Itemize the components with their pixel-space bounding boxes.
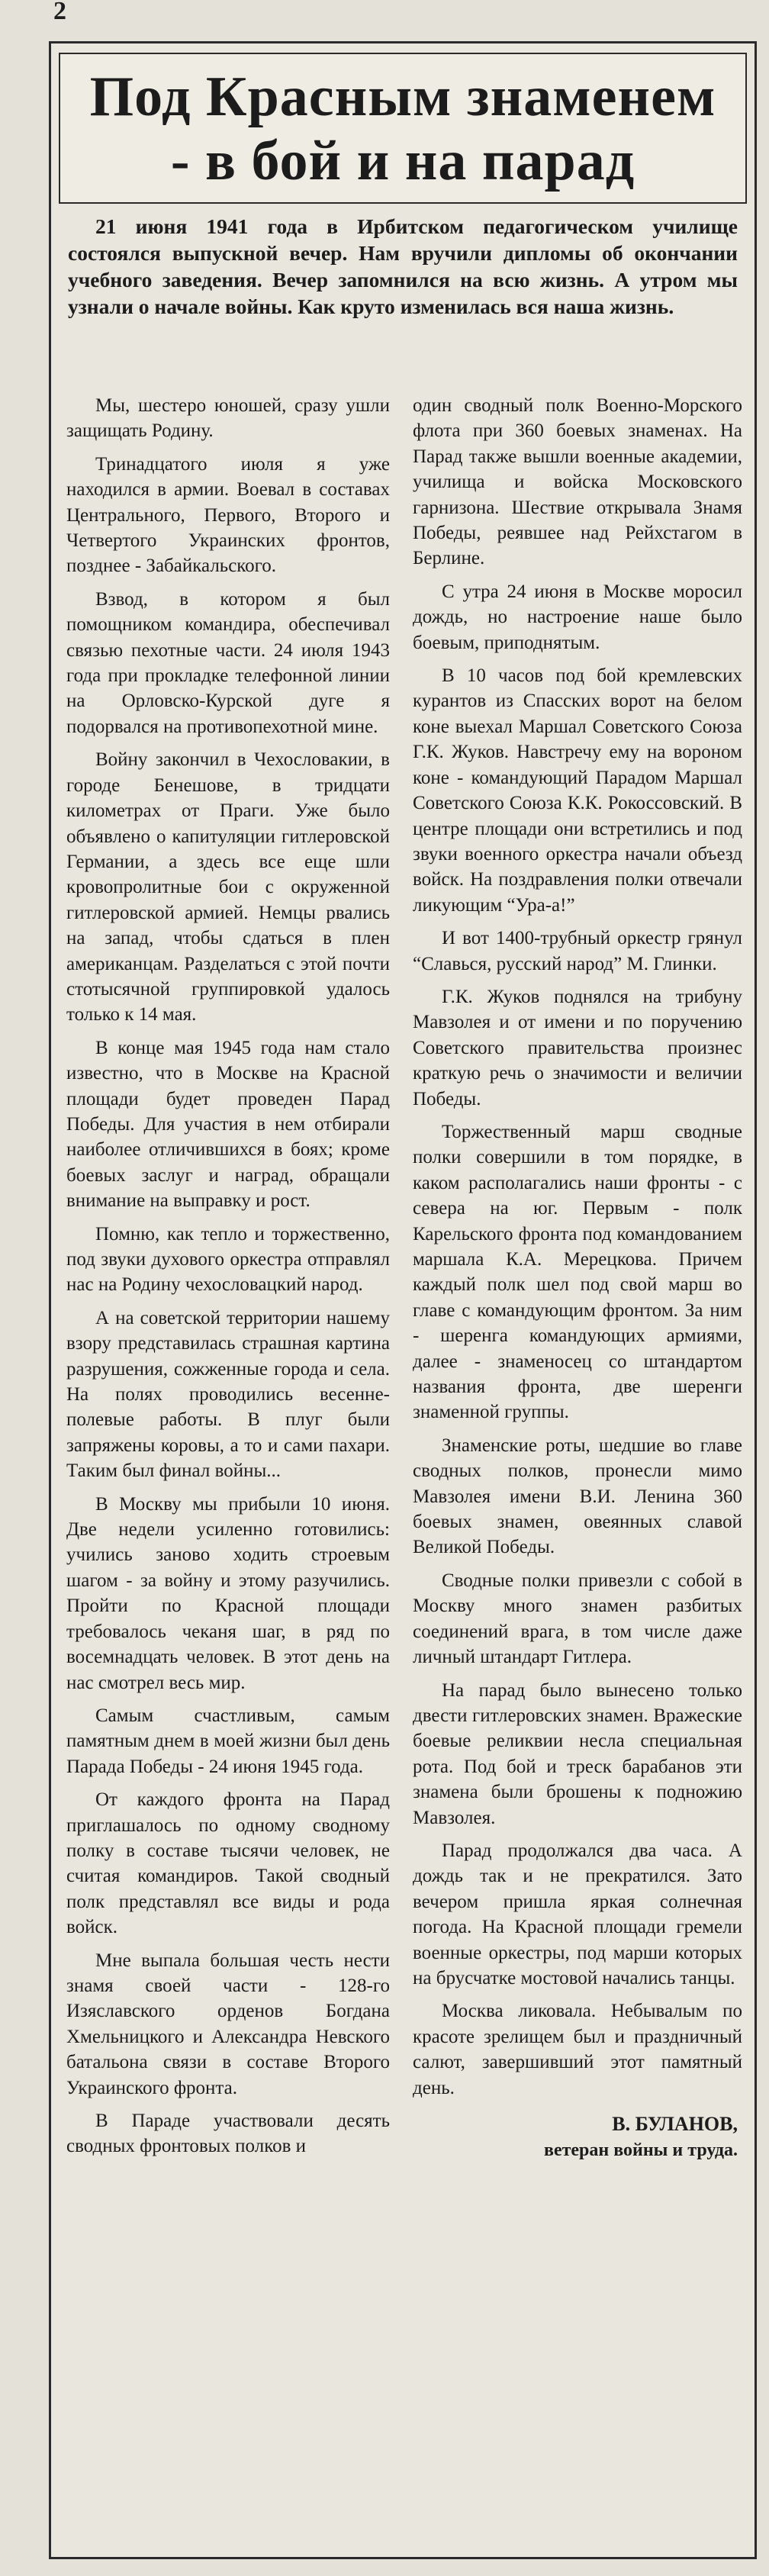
paragraph: В Параде участвовали десять сводных фронтовых полков и — [66, 2111, 390, 2157]
page-number: 2 — [53, 0, 66, 25]
paragraph: Торжественный марш сводные полки совершили в том порядке, в каком располагались наши фронты - с севера на юг. Первым - полк Карельского фронта под командованием маршала К.А. Мерецкова. Причем каждый полк шел под свой марш во главе с командующим фронтом. За ним - шеренга командующих армиями, далее - знаменосец со штандартом названия фронта, две шеренги знаменной группы. — [413, 1121, 742, 1423]
paragraph: А на советской территории нашему взору представилась страшная картина разрушения, сожженные города и села. На полях проводились весенне-полевые работы. В плуг были запряжены коровы, а то и сами пахари. Таким был финал войны... — [66, 1307, 390, 1482]
paragraph: Знаменские роты, шедшие во главе сводных полков, пронесли мимо Мавзолея имени В.И. Ленина 360 боевых знамен, овеянных славой Великой Победы. — [413, 1435, 742, 1558]
paragraph: Мне выпала большая честь нести знамя своей части - 128-го Изяславского орденов Богдана Хмельницкого и Александра Невского батальона связи в составе Второго Украинского фронта. — [66, 1950, 390, 2098]
paragraph: С утра 24 июня в Москве моросил дождь, но настроение наше было боевым, приподнятым. — [413, 581, 742, 653]
newspaper-article — [49, 41, 757, 2559]
paragraph: Парад продолжался два часа. А дождь так и не прекратился. Зато вечером пришла яркая солнечная погода. На Красной площади гремели военные оркестры, под марши которых на брусчатке мостовой начались танцы. — [413, 1840, 742, 1988]
author-role: ветеран войны и труда. — [544, 2140, 738, 2160]
paragraph: Тринадцатого июля я уже находился в армии. Воевал в составах Центрального, Первого, Второго и Четвертого Украинских фронтов, позднее - Забайкальского. — [66, 453, 390, 577]
paragraph: один сводный полк Военно-Морского флота при 360 боевых знаменах. На Парад также вышли военные академии, училища и войска Московского гарнизона. Шествие открывала Знамя Победы, реявшее над Рейхстагом в Берлине. — [413, 395, 742, 569]
paragraph: Мы, шестеро юношей, сразу ушли защищать Родину. — [66, 395, 390, 442]
paragraph: В 10 часов под бой кремлевских курантов из Спасских ворот на белом коне выехал Маршал Советского Союза Г.К. Жуков. Навстречу ему на вороном коне - командующий Парадом Маршал Советского Союза К.К. Рокоссовский. В центре площади они встретились и под звуки военного оркестра начали объезд войск. На поздравления полки отвечали ликующим “Ура-а!” — [413, 665, 742, 916]
paragraph: На парад было вынесено только двести гитлеровских знамен. Вражеские боевые реликвии несла специальная рота. Под бой и треск барабанов эти знамена были брошены к подножию Мавзолея. — [413, 1679, 742, 1828]
paragraph: От каждого фронта на Парад приглашалось по одному сводному полку в составе тысячи человек, не считая командиров. Такой сводный полк представлял все виды и рода войск. — [66, 1789, 390, 1938]
headline-line-2: - в бой и на парад — [170, 130, 635, 192]
signature — [413, 2111, 742, 2163]
left-column — [66, 393, 390, 2167]
paragraph: Войну закончил в Чехословакии, в городе Бенешове, в тридцати километрах от Праги. Уже было объявлено о капитуляции гитлеровской Германии, а здесь все еще шли кровопролитные бои с окруженной гитлеровской армией. Немцы рвались на запад, чтобы сдаться в плен американцам. Разделаться с этой почти стотысячной группировкой удалось только к 14 мая. — [66, 749, 390, 1026]
paragraph: В Москву мы прибыли 10 июня. Две недели усиленно готовились: учились заново ходить строевым шагом - за войну и этому разучились. Пройти по Красной площади требовалось чеканя шаг, в ряд по восемнадцать человек. В этот день на нас смотрел весь мир. — [66, 1493, 390, 1693]
paragraph: И вот 1400-трубный оркестр грянул “Славься, русский народ” М. Глинки. — [413, 928, 742, 974]
paragraph: Помню, как тепло и торжественно, под звуки духового оркестра отправлял нас на Родину чехословацкий народ. — [66, 1223, 390, 1296]
paragraph: Москва ликовала. Небывалым по красоте зрелищем был и праздничный салют, завершивший этот памятный день. — [413, 2001, 742, 2098]
paragraph: Г.К. Жуков поднялся на трибуну Мавзолея и от имени и по поручению Советского правительства произнес краткую речь о значимости и величии Победы. — [413, 986, 742, 1109]
headline-box — [59, 53, 747, 204]
paragraph: Самым счастливым, самым памятным днем в моей жизни был день Парада Победы - 24 июня 1945 года. — [66, 1705, 390, 1777]
paragraph: Сводные полки привезли с собой в Москву много знамен разбитых соединений врага, в том числе даже личный штандарт Гитлера. — [413, 1570, 742, 1668]
right-column — [413, 393, 742, 2163]
paragraph: В конце мая 1945 года нам стало известно, что в Москве на Красной площади будет проведен Парад Победы. Для участия в нем отбирали наиболее отличившихся в боях; кроме боевых заслуг и наград, обращали внимание на выправку и рост. — [66, 1037, 390, 1212]
paragraph: Взвод, в котором я был помощником командира, обеспечивал связью пехотные части. 24 июля 1943 года при прокладке телефонной линии на Орловско-Курской дуге я подорвался на противопехотной мине. — [66, 588, 390, 737]
headline-line-1: Под Красным знаменем — [89, 66, 716, 128]
author-name: В. БУЛАНОВ, — [612, 2113, 738, 2135]
lead-paragraph: 21 июня 1941 года в Ирбитском педагогическом училище состоялся выпускной вечер. Нам вручили дипломы об окончании учебного заведения. Вечер запомнился на всю жизнь. А утром мы узнали о начале войны. Как круто изменилась вся наша жизнь. — [68, 214, 738, 318]
